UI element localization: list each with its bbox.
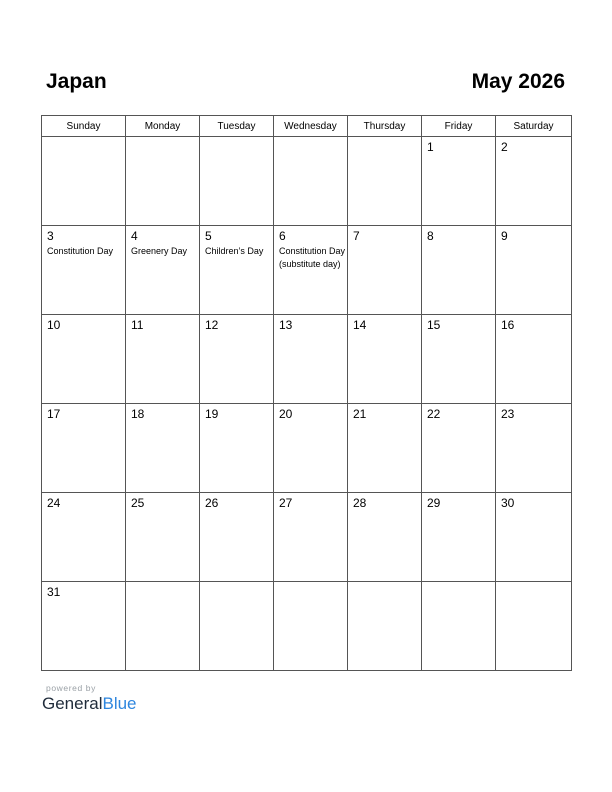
day-cell: [200, 137, 274, 226]
day-cell: [126, 404, 200, 493]
day-number: 29: [427, 496, 441, 510]
day-cell: [348, 226, 422, 315]
day-number: 13: [279, 318, 293, 332]
brand-blue-text: Blue: [102, 694, 137, 713]
week-row: [42, 226, 572, 315]
country-title: Japan: [46, 70, 107, 93]
day-cell: [348, 493, 422, 582]
day-cell: [348, 582, 422, 671]
generalblue-logo[interactable]: [42, 694, 137, 714]
day-cell: [200, 582, 274, 671]
day-cell: [126, 315, 200, 404]
day-cell: [274, 582, 348, 671]
day-number: 17: [47, 407, 61, 421]
calendar-grid: [41, 115, 572, 671]
day-cell: [422, 137, 496, 226]
day-number: 2: [501, 140, 508, 154]
day-cell: [496, 493, 572, 582]
day-cell: [42, 582, 126, 671]
day-number: 21: [353, 407, 367, 421]
day-number: 27: [279, 496, 293, 510]
day-number: 14: [353, 318, 367, 332]
day-number: 26: [205, 496, 219, 510]
day-cell: [42, 404, 126, 493]
month-year-title: May 2026: [471, 70, 565, 93]
holiday-label: Children’s Day: [205, 246, 264, 256]
week-row: [42, 137, 572, 226]
holiday-label: Constitution Day: [47, 246, 114, 256]
day-number: 23: [501, 407, 515, 421]
day-number: 11: [131, 318, 144, 332]
week-row: [42, 315, 572, 404]
day-number: 15: [427, 318, 441, 332]
day-cell: [274, 493, 348, 582]
day-number: 6: [279, 229, 286, 243]
day-cell: [126, 493, 200, 582]
day-cell: [42, 493, 126, 582]
weekday-header: Friday: [422, 116, 496, 137]
day-number: 20: [279, 407, 293, 421]
day-cell: [348, 315, 422, 404]
day-number: 4: [131, 229, 138, 243]
day-cell: [200, 315, 274, 404]
weekday-header: Sunday: [42, 116, 126, 137]
day-number: 12: [205, 318, 219, 332]
holiday-label: Constitution Day (substitute day): [279, 246, 346, 269]
powered-by-label: powered by: [46, 683, 96, 693]
day-cell: [274, 315, 348, 404]
day-cell: [422, 315, 496, 404]
day-cell: [348, 404, 422, 493]
day-number: 28: [353, 496, 367, 510]
week-row: [42, 404, 572, 493]
day-number: 9: [501, 229, 508, 243]
day-cell: [274, 137, 348, 226]
day-number: 5: [205, 229, 212, 243]
week-row: [42, 493, 572, 582]
day-number: 16: [501, 318, 515, 332]
day-cell: [422, 404, 496, 493]
day-cell: [422, 582, 496, 671]
weekday-header-row: [42, 116, 572, 137]
day-cell: [496, 315, 572, 404]
weekday-header: Tuesday: [200, 116, 274, 137]
day-number: 3: [47, 229, 54, 243]
day-number: 8: [427, 229, 434, 243]
day-number: 30: [501, 496, 515, 510]
day-number: 31: [47, 585, 61, 599]
day-cell: [348, 137, 422, 226]
day-cell: [274, 226, 348, 315]
day-cell: [496, 404, 572, 493]
day-cell: [126, 582, 200, 671]
day-cell: [200, 404, 274, 493]
day-cell: [422, 226, 496, 315]
weekday-header: Wednesday: [274, 116, 348, 137]
day-number: 25: [131, 496, 145, 510]
day-cell: [126, 226, 200, 315]
holiday-label: Greenery Day: [131, 246, 188, 256]
day-number: 7: [353, 229, 360, 243]
day-cell: [42, 137, 126, 226]
day-number: 10: [47, 318, 61, 332]
weekday-header: Thursday: [348, 116, 422, 137]
week-row: [42, 582, 572, 671]
day-cell: [496, 137, 572, 226]
day-cell: [42, 315, 126, 404]
day-number: 24: [47, 496, 61, 510]
day-number: 19: [205, 407, 219, 421]
weekday-header: Saturday: [496, 116, 572, 137]
day-cell: [422, 493, 496, 582]
day-number: 18: [131, 407, 145, 421]
day-number: 1: [427, 140, 434, 154]
day-cell: [496, 226, 572, 315]
day-cell: [200, 226, 274, 315]
day-cell: [42, 226, 126, 315]
weekday-header: Monday: [126, 116, 200, 137]
brand-general-text: General: [42, 694, 103, 713]
day-cell: [496, 582, 572, 671]
day-cell: [200, 493, 274, 582]
day-number: 22: [427, 407, 441, 421]
day-cell: [274, 404, 348, 493]
day-cell: [126, 137, 200, 226]
